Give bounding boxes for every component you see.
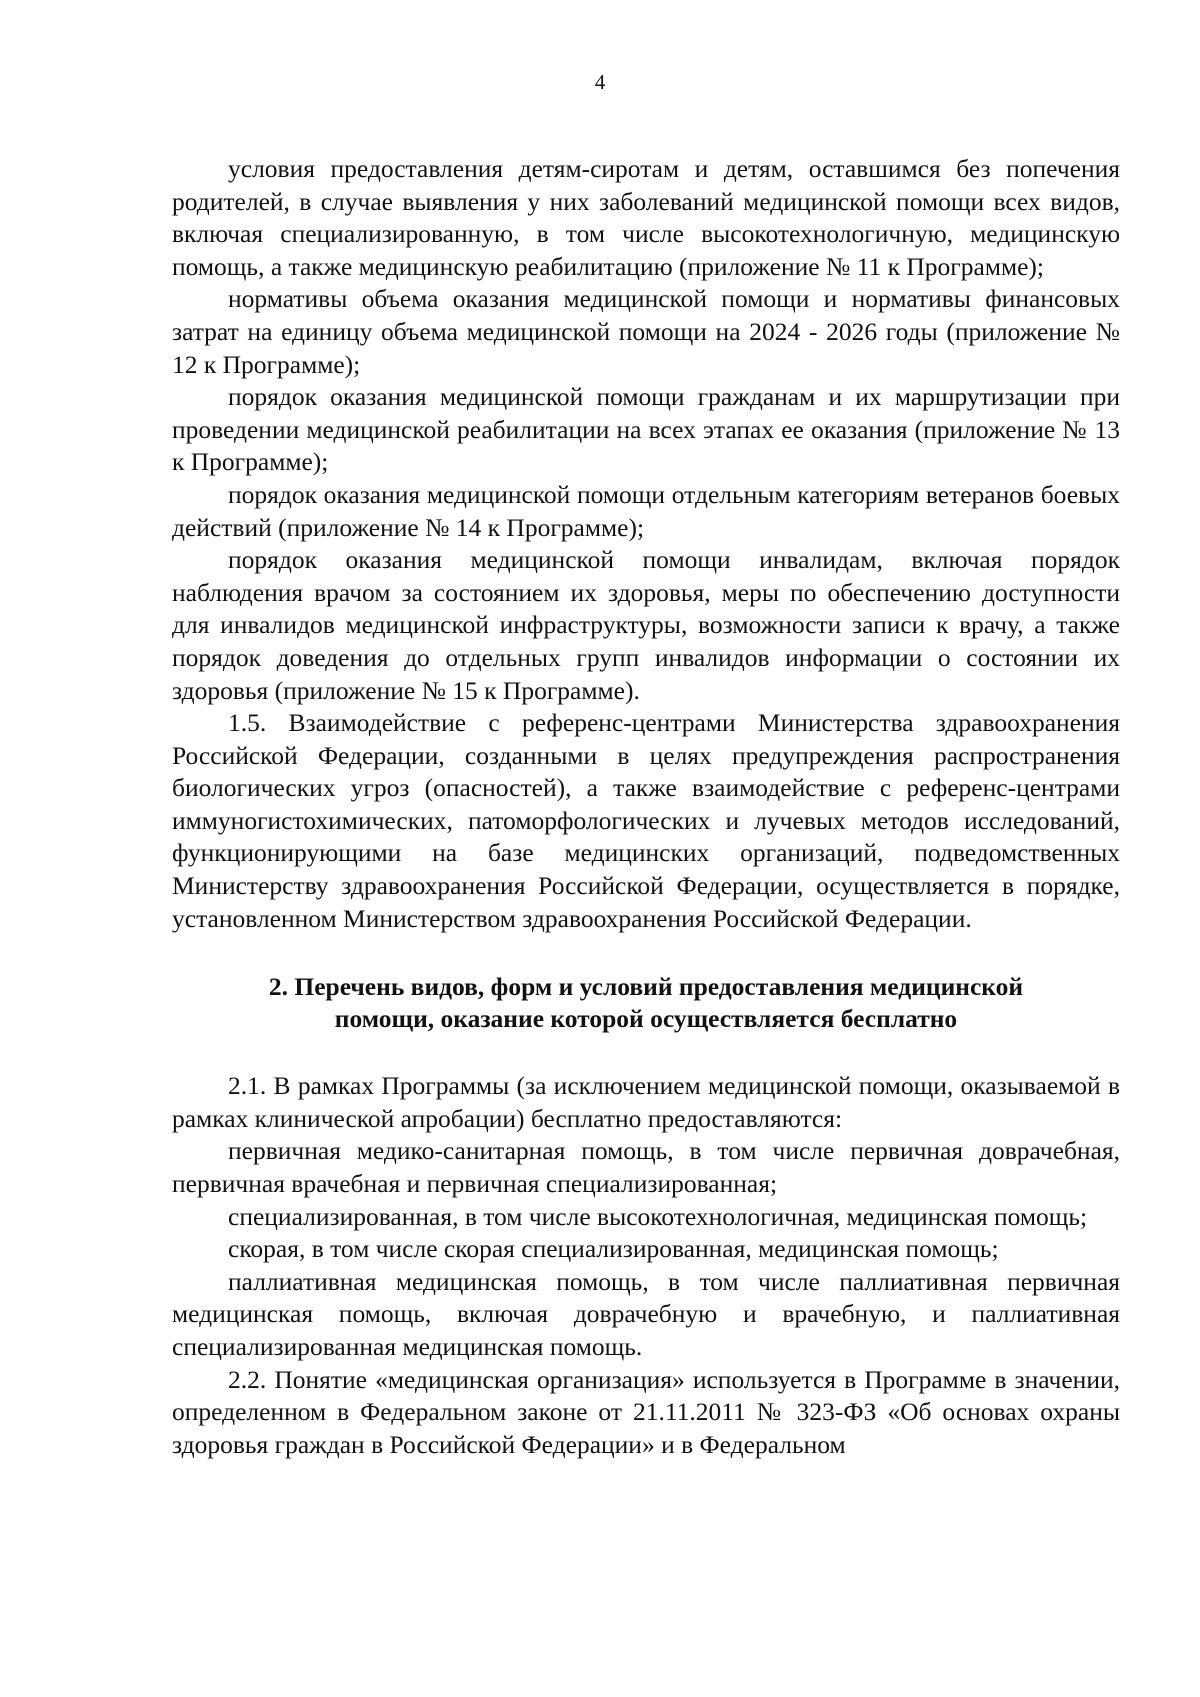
section-2-heading-line-2: помощи, оказание которой осуществляется бесплатно (334, 1004, 958, 1034)
paragraph-primary-care: первичная медико-санитарная помощь, в том числе первичная доврачебная, первичная врачебная и первичная специализированная; (172, 1136, 1120, 1199)
paragraph-veterans-care: порядок оказания медицинской помощи отдельным категориям ветеранов боевых действий (приложение № 14 к Программе); (172, 479, 1120, 542)
section-2-heading-line-1: 2. Перечень видов, форм и условий предоставления медицинской (268, 972, 1024, 1002)
paragraph-volume-norms: нормативы объема оказания медицинской помощи и нормативы финансовых затрат на единицу объема медицинской помощи на 2024 - 2026 годы (приложение № 12 к Программе); (172, 284, 1120, 379)
paragraph-disabled-care: порядок оказания медицинской помощи инвалидам, включая порядок наблюдения врачом за состоянием их здоровья, меры по обеспечению доступности для инвалидов медицинской инфраструктуры, возможности записи к врачу, а также порядок доведения до отдельных групп инвалидов информации о состоянии их здоровья (приложение № 15 к Программе). (172, 545, 1120, 705)
paragraph-2-2-medical-organization: 2.2. Понятие «медицинская организация» используется в Программе в значении, определенном в Федеральном законе от 21.11.2011 № 323-ФЗ «Об основах охраны здоровья граждан в Российской Федерации» и в Федеральном (172, 1364, 1120, 1459)
paragraph-rehabilitation-routing: порядок оказания медицинской помощи гражданам и их маршрутизации при проведении медицинской реабилитации на всех этапах ее оказания (приложение № 13 к Программе); (172, 382, 1120, 477)
document-body (172, 153, 1120, 1461)
paragraph-palliative-care: паллиативная медицинская помощь, в том числе паллиативная первичная медицинская помощь, включая доврачебную и врачебную, и паллиативная специализированная медицинская помощь. (172, 1266, 1120, 1361)
paragraph-emergency-care: скорая, в том числе скорая специализированная, медицинская помощь; (228, 1234, 999, 1264)
paragraph-1-5-reference-centers: 1.5. Взаимодействие с референс-центрами Министерства здравоохранения Российской Федерации, созданными в целях предупреждения распространения биологических угроз (опасностей), а также взаимодействие с референс-центрами иммуногистохимических, патоморфологических и лучевых методов исследований, функционирующими на базе медицинских организаций, подведомственных Министерству здравоохранения Российской Федерации, осуществляется в порядке, установленном Министерством здравоохранения Российской Федерации. (172, 708, 1120, 933)
paragraph-orphans-care: условия предоставления детям-сиротам и детям, оставшимся без попечения родителей, в случае выявления у них заболеваний медицинской помощи всех видов, включая специализированную, в том числе высокотехнологичную, медицинскую помощь, а также медицинскую реабилитацию (приложение № 11 к Программе); (172, 154, 1120, 281)
paragraph-2-1-free-care: 2.1. В рамках Программы (за исключением медицинской помощи, оказываемой в рамках клинической апробации) бесплатно предоставляются: (172, 1071, 1120, 1133)
section-2-heading (172, 971, 1120, 1035)
paragraph-specialized-care: специализированная, в том числе высокотехнологичная, медицинская помощь; (228, 1201, 1088, 1231)
page-number: 4 (594, 70, 606, 94)
